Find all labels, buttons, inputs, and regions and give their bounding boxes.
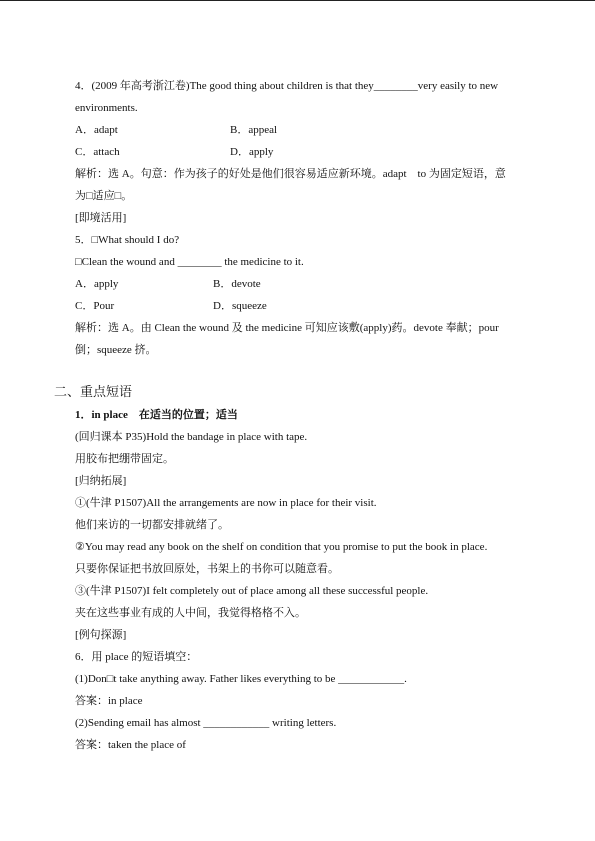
question-4-analysis-cont: 为□适应□。 — [75, 190, 133, 202]
example-3: ③(牛津 P1507)I felt completely out of place among all these successful people. — [75, 585, 429, 597]
section-label-apply: [即境活用] — [75, 212, 127, 224]
option-d: D．apply — [230, 146, 274, 158]
question-6-item-2: (2)Sending email has almost ____________ writing letters. — [75, 717, 337, 729]
example-1: ①(牛津 P1507)All the arrangements are now in place for their visit. — [75, 497, 377, 509]
phrase-1-example: (回归课本 P35)Hold the bandage in place with tape. — [75, 431, 308, 443]
question-6-item-1: (1)Don□t take anything away. Father likes everything to be ____________. — [75, 673, 407, 685]
question-6-stem: 6．用 place 的短语填空： — [75, 651, 198, 663]
question-4-stem-cont: environments. — [75, 102, 138, 114]
question-6-answer-1: 答案：in place — [75, 695, 143, 707]
option-b: B．appeal — [230, 124, 278, 136]
option-d: D．squeeze — [213, 300, 267, 312]
phrase-1-title: 1．in place 在适当的位置；适当 — [75, 409, 238, 421]
question-5-dialog: □Clean the wound and ________ the medicine to it. — [75, 256, 304, 268]
option-c: C．attach — [75, 146, 120, 158]
question-5-stem: 5．□What should I do? — [75, 234, 180, 246]
section-heading-phrases: 二、重点短语 — [54, 384, 133, 399]
option-c: C．Pour — [75, 300, 115, 312]
option-a: A．adapt — [75, 124, 118, 136]
question-4-analysis: 解析：选 A。句意：作为孩子的好处是他们很容易适应新环境。adapt to 为固定短语，意 — [75, 168, 506, 180]
question-4-stem: 4．(2009 年高考浙江卷)The good thing about children is that they________very easily to new — [75, 80, 499, 92]
question-5-analysis-cont: 倒；squeeze 挤。 — [75, 344, 157, 356]
option-a: A．apply — [75, 278, 119, 290]
section-label-source: [例句探源] — [75, 629, 127, 641]
question-6-answer-2: 答案：taken the place of — [75, 739, 186, 751]
example-1-translation: 他们来访的一切都安排就绪了。 — [75, 519, 229, 531]
phrase-1-translation: 用胶布把绷带固定。 — [75, 453, 174, 465]
page-top-rule — [0, 0, 595, 1]
example-3-translation: 夹在这些事业有成的人中间，我觉得格格不入。 — [75, 607, 306, 619]
example-2-translation: 只要你保证把书放回原处，书架上的书你可以随意看。 — [75, 563, 339, 575]
option-b: B．devote — [213, 278, 261, 290]
example-2: ②You may read any book on the shelf on condition that you promise to put the book in place. — [75, 541, 488, 553]
question-5-analysis: 解析：选 A。由 Clean the wound 及 the medicine 可知应该敷(apply)药。devote 奉献；pour — [75, 322, 499, 334]
section-label-extension: [归纳拓展] — [75, 475, 127, 487]
